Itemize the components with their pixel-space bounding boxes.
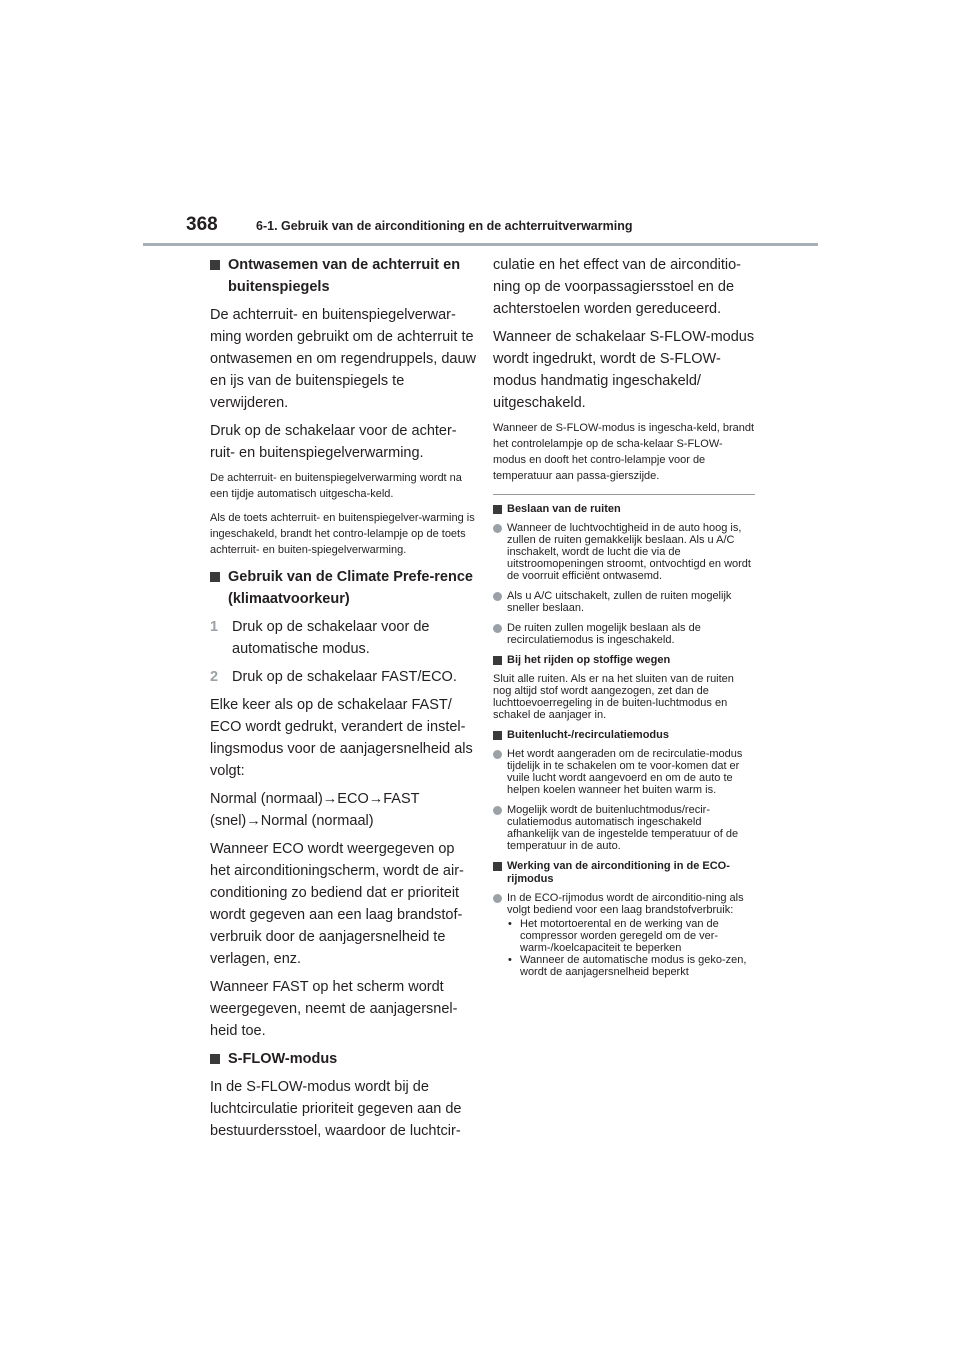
- info-heading: Bij het rijden op stoffige wegen: [493, 654, 755, 667]
- paragraph: culatie en het effect van de airconditio-ning op de voorpassagiersstoel en de achterstoelen worden gereduceerd.: [493, 257, 742, 317]
- circle-bullet-icon: [493, 750, 502, 759]
- section-heading-defog: Ontwasemen van de achterruit en buitenspiegels: [210, 254, 476, 298]
- header-rule: [143, 243, 818, 246]
- section-heading-s-flow: S-FLOW-modus: [210, 1048, 476, 1070]
- sub-bullet: • Wanneer de automatische modus is geko-zen, wordt de aanjagersnelheid beperkt: [508, 954, 747, 978]
- paragraph: Elke keer als op de schakelaar FAST/ ECO wordt gedrukt, verandert de instel-lingsmodus voor de aanjagersnelheid als volgt:: [210, 697, 473, 779]
- dot-bullet-icon: •: [508, 954, 512, 966]
- info-bullet: Wanneer de luchtvochtigheid in de auto hoog is, zullen de ruiten gemakkelijk beslaan. Als u A/C inschakelt, wordt de lucht die via de uitstroomopeningen stroomt, ontvochtigd en wordt de voorruit efficiënt ontwasemd.: [493, 522, 755, 582]
- page-number: 368: [186, 214, 218, 235]
- paragraph: Druk op de schakelaar voor de achter-ruit- en buitenspiegelverwarming.: [210, 423, 457, 461]
- paragraph: Wanneer ECO wordt weergegeven op het airconditioningscherm, wordt de air-conditioning zo bediend dat er prioriteit wordt gegeven aan een laag brandstof-verbruik door de aanjagersnelheid te verlagen, enz.: [210, 841, 464, 967]
- note: De achterruit- en buitenspiegelverwarming wordt na een tijdje automatisch uitgescha-keld.: [210, 472, 462, 500]
- dot-bullet-icon: •: [508, 918, 512, 930]
- info-bullet: In de ECO-rijmodus wordt de airconditio-ning als volgt bediend voor een laag brandstofverbruik:: [493, 892, 755, 916]
- square-bullet-icon: [210, 260, 220, 270]
- paragraph: De achterruit- en buitenspiegelverwar-ming worden gebruikt om de achterruit te ontwasemen en om regendruppels, dauw en ijs van de buitenspiegels te verwijderen.: [210, 307, 476, 411]
- info-bullet: Mogelijk wordt de buitenluchtmodus/recir-culatiemodus automatisch ingeschakeld afhankelijk van de ingestelde temperatuur of de temperatuur in de auto.: [493, 804, 755, 852]
- note: Als de toets achterruit- en buitenspiegelver-warming is ingeschakeld, brandt het contro-lelampje op de toets achterruit- en buiten-spiegelverwarming.: [210, 512, 475, 556]
- step-number: 2: [210, 669, 219, 685]
- square-bullet-icon: [493, 862, 502, 871]
- info-heading: Werking van de airconditioning in de ECO-rijmodus: [493, 860, 755, 886]
- info-bullet: Als u A/C uitschakelt, zullen de ruiten mogelijk sneller beslaan.: [493, 590, 755, 614]
- square-bullet-icon: [210, 1054, 220, 1064]
- right-column: [493, 254, 755, 978]
- paragraph: Wanneer FAST op het scherm wordt weergegeven, neemt de aanjagersnel-heid toe.: [210, 979, 458, 1039]
- square-bullet-icon: [493, 731, 502, 740]
- info-paragraph: Sluit alle ruiten. Als er na het sluiten van de ruiten nog altijd stof wordt aangezogen, zet dan de luchttoevoerregeling in de buiten-luchtmodus en schakel de aanjager in.: [493, 673, 734, 721]
- divider: [493, 494, 755, 495]
- sub-bullet: • Het motortoerental en de werking van de compressor worden geregeld om de ver-warm-/koelcapaciteit te beperken: [508, 918, 719, 954]
- note: Wanneer de S-FLOW-modus is ingescha-keld, brandt het controlelampje op de scha-kelaar S-FLOW-modus en dooft het contro-lelampje voor de temperatuur aan passa-gierszijde.: [493, 422, 755, 482]
- paragraph: Normal (normaal)→ECO→FAST (snel)→Normal (normaal): [210, 791, 420, 829]
- section-heading-climate-preference: Gebruik van de Climate Prefe-rence (klimaatvoorkeur): [210, 566, 476, 610]
- paragraph: Wanneer de schakelaar S-FLOW-modus wordt ingedrukt, wordt de S-FLOW-modus handmatig ingeschakeld/ uitgeschakeld.: [493, 329, 755, 411]
- square-bullet-icon: [210, 572, 220, 582]
- step-1: 1 Druk op de schakelaar voor de automatische modus.: [210, 616, 476, 660]
- circle-bullet-icon: [493, 624, 502, 633]
- square-bullet-icon: [493, 505, 502, 514]
- step-2: 2 Druk op de schakelaar FAST/ECO.: [210, 666, 476, 688]
- paragraph: In de S-FLOW-modus wordt bij de luchtcirculatie prioriteit gegeven aan de bestuurdersstoel, waardoor de luchtcir-: [210, 1079, 462, 1139]
- header-title: 6-1. Gebruik van de airconditioning en de achterruitverwarming: [256, 219, 633, 233]
- circle-bullet-icon: [493, 894, 502, 903]
- info-bullet: De ruiten zullen mogelijk beslaan als de recirculatiemodus is ingeschakeld.: [493, 622, 755, 646]
- info-bullet: Het wordt aangeraden om de recirculatie-modus tijdelijk in te schakelen om te voor-komen dat er vuile lucht wordt aangevoerd en om de auto te helpen koelen wanneer het buiten warm is.: [493, 748, 755, 796]
- step-number: 1: [210, 619, 219, 635]
- circle-bullet-icon: [493, 592, 502, 601]
- circle-bullet-icon: [493, 524, 502, 533]
- circle-bullet-icon: [493, 806, 502, 815]
- info-heading: Buitenlucht-/recirculatiemodus: [493, 729, 755, 742]
- square-bullet-icon: [493, 656, 502, 665]
- left-column: [210, 254, 476, 1148]
- info-heading: Beslaan van de ruiten: [493, 503, 755, 516]
